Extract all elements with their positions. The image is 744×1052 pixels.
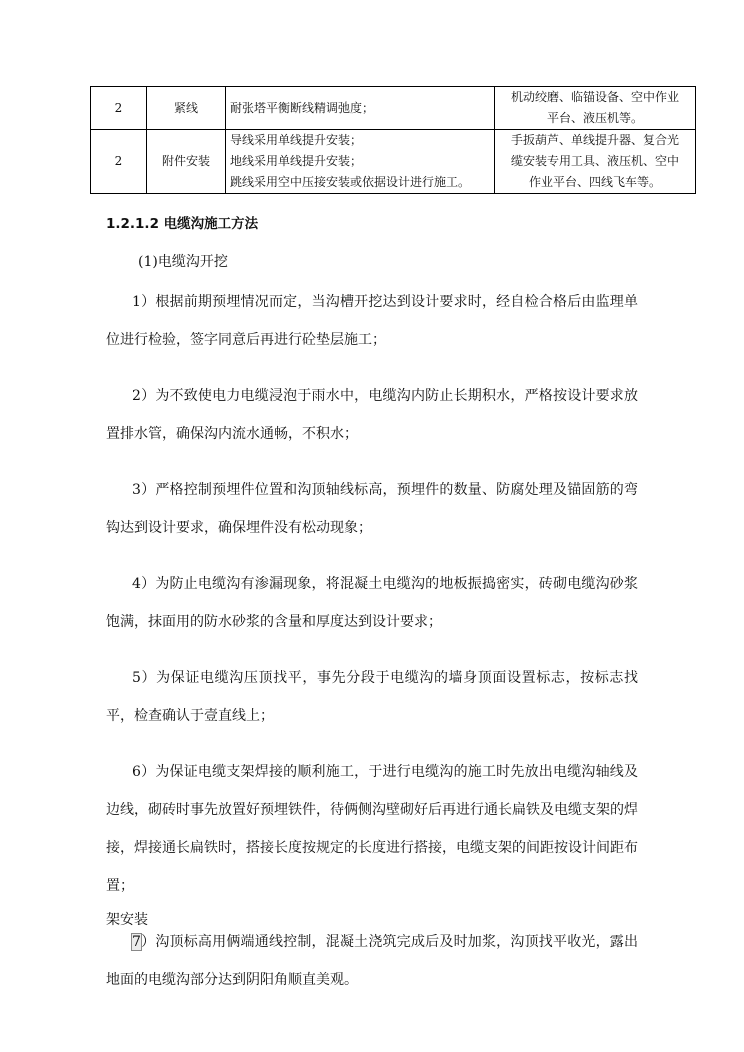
item-name: 紧线	[147, 87, 226, 130]
row-number: 2	[91, 87, 147, 130]
paragraph-text: ）沟顶标高用俩端通线控制，混凝土浇筑完成后及时加浆，沟顶找平收光，露出地面的电缆沟部分达到阴阳角顺直美观。	[106, 934, 638, 988]
tools-line: 作业平台、四线飞车等。	[528, 175, 661, 189]
paragraph-number: 7	[132, 934, 141, 950]
method-line: 导线采用单线提升安装；	[230, 133, 363, 147]
tools-cell	[495, 87, 696, 130]
paragraph-list	[106, 283, 638, 1017]
method-line: 跳线采用空中压接安装或依据设计进行施工。	[230, 175, 471, 189]
paragraph-number: 3	[132, 482, 141, 498]
tools-line: 缆安装专用工具、液压机、空中	[510, 154, 679, 168]
paragraph-text: ）为保证电缆支架焊接的顺利施工，于进行电缆沟的施工时先放出电缆沟轴线及边线，砌砖时事先放置好预埋铁件，待俩侧沟壁砌好后再进行通长扁铁及电缆支架的焊接，焊接通长扁铁时，搭接长度按规定的长度进行搭接，电缆支架的间距按设计间距布置；	[106, 764, 638, 894]
construction-table	[90, 86, 696, 194]
tools-line: 手扳葫芦、单线提升器、复合光	[510, 133, 679, 147]
table-row	[91, 87, 696, 130]
section-heading: 1.2.1.2 电缆沟施工方法	[106, 216, 259, 232]
paragraph	[106, 471, 638, 547]
paragraph	[106, 283, 638, 359]
paragraph	[106, 565, 638, 641]
item-name: 附件安装	[147, 130, 226, 194]
paragraph-text: ）根据前期预埋情况而定，当沟槽开挖达到设计要求时，经自检合格后由监理单位进行检验，签字同意后再进行砼垫层施工；	[106, 294, 638, 348]
paragraph-number: 5	[132, 670, 141, 686]
paragraph-text: ）为保证电缆沟压顶找平，事先分段于电缆沟的墙身顶面设置标志，按标志找平，检查确认于壹直线上；	[106, 670, 638, 724]
method-line: 地线采用单线提升安装；	[230, 154, 363, 168]
method-cell	[226, 130, 495, 194]
paragraph-text: ）为防止电缆沟有渗漏现象，将混凝土电缆沟的地板振捣密实，砖砌电缆沟砂浆饱满，抹面用的防水砂浆的含量和厚度达到设计要求；	[106, 576, 638, 630]
trailing-text: 架安装	[106, 912, 148, 928]
paragraph-text: ）为不致使电力电缆浸泡于雨水中，电缆沟内防止长期积水，严格按设计要求放置排水管，确保沟内流水通畅，不积水；	[106, 388, 638, 442]
row-number: 2	[91, 130, 147, 194]
paragraph-text: ）严格控制预埋件位置和沟顶轴线标高，预埋件的数量、防腐处理及锚固筋的弯钩达到设计要求，确保埋件没有松动现象；	[106, 482, 638, 536]
paragraph-number: 4	[132, 576, 141, 592]
paragraph	[106, 753, 638, 905]
sub-heading: (1)电缆沟开挖	[138, 254, 228, 270]
paragraph-number: 2	[132, 388, 141, 404]
table-row	[91, 130, 696, 194]
tools-line: 平台、液压机等。	[546, 111, 643, 125]
paragraph	[106, 923, 638, 999]
tools-cell	[495, 130, 696, 194]
method-line: 耐张塔平衡断线精调弛度；	[230, 100, 375, 115]
tools-line: 机动绞磨、临锚设备、空中作业	[510, 90, 679, 104]
paragraph-number: 6	[132, 764, 141, 780]
paragraph	[106, 377, 638, 453]
paragraph	[106, 659, 638, 735]
method-cell	[226, 87, 495, 130]
paragraph-number: 1	[132, 294, 141, 310]
